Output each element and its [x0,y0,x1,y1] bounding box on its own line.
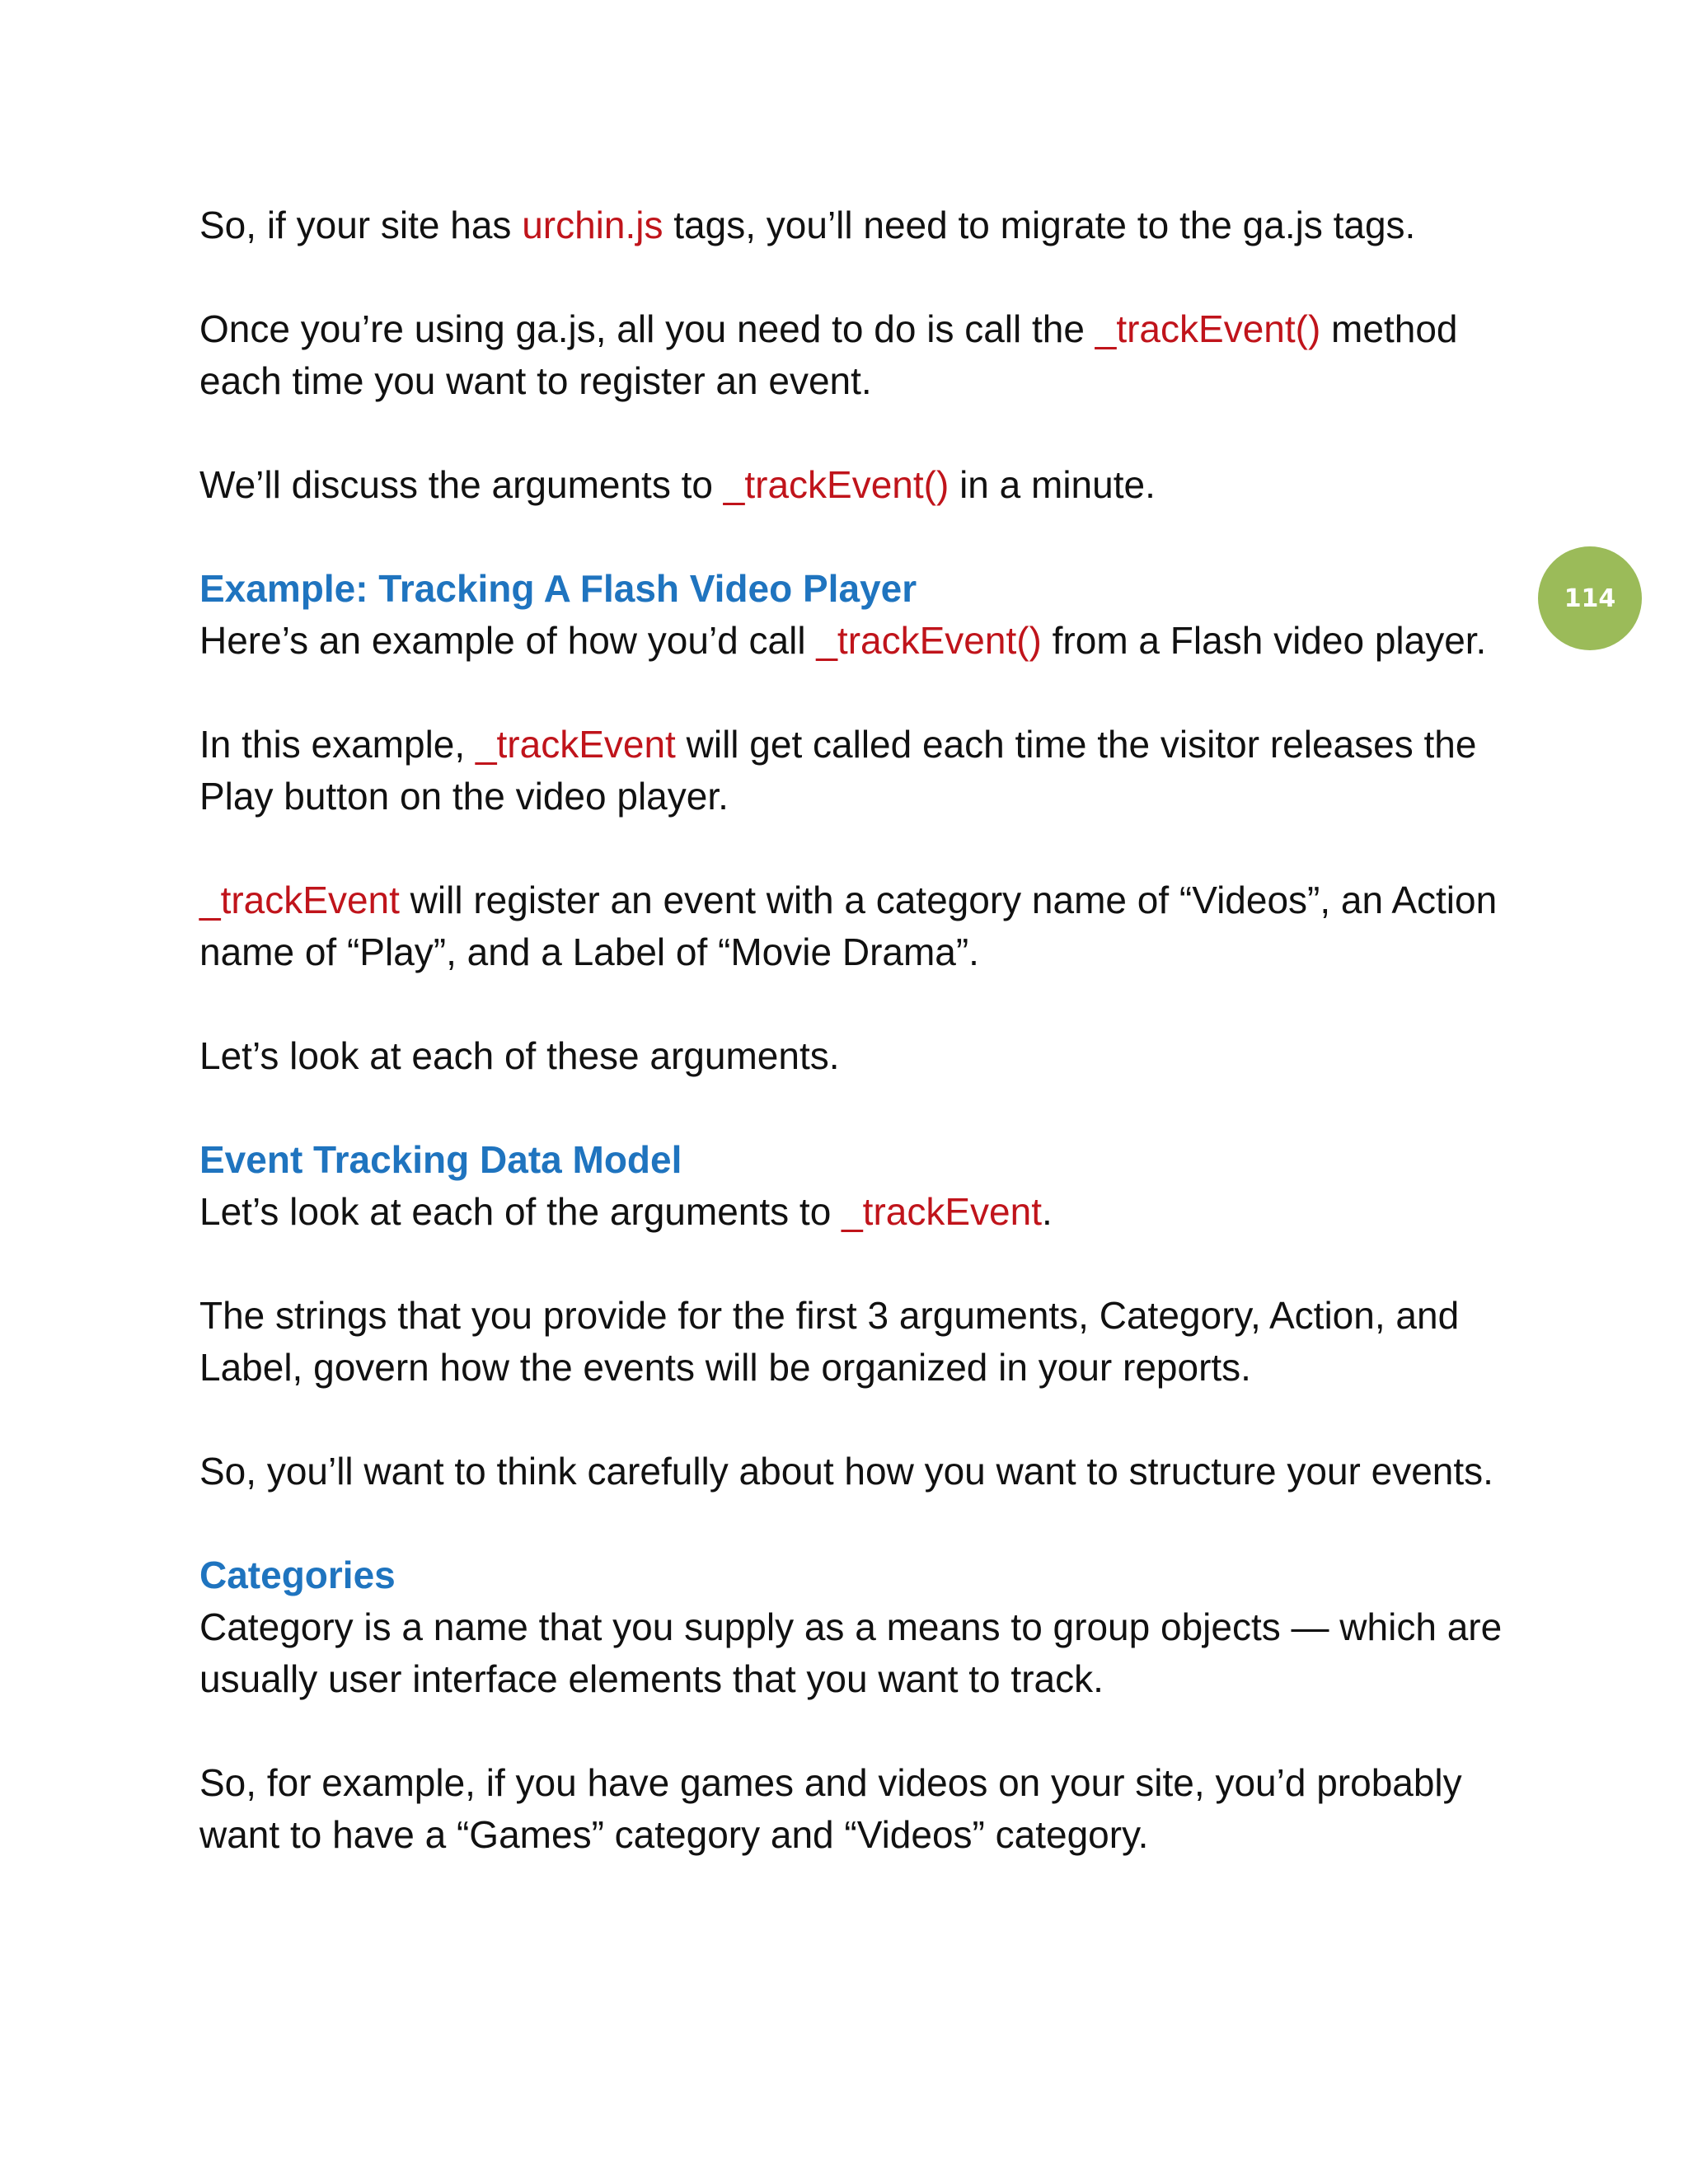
text: Here’s an example of how you’d call [199,619,817,662]
text: . [1042,1190,1053,1233]
text: from a Flash video player. [1041,619,1487,662]
code-term: urchin.js [522,204,663,246]
code-term: _trackEvent [842,1190,1042,1233]
text: So, if your site has [199,204,523,246]
page-number-badge [1538,546,1642,650]
text: We’ll discuss the arguments to [199,463,724,506]
page-content [199,199,1510,1913]
code-term: _trackEvent [475,723,676,766]
page-number: 114 [1564,583,1616,613]
code-term: _trackEvent() [1095,307,1321,350]
heading-example-flash: Example: Tracking A Flash Video Player [199,567,917,610]
text: will register an event with a category name of “Videos”, an Action name of “Play”, and a Label of “Movie Drama”. [199,879,1498,973]
text: in a minute. [949,463,1156,506]
paragraph-arguments-to [199,1186,1510,1238]
text: method each time you want to register an event. [199,307,1458,402]
text: Once you’re using ga.js, all you need to do is call the [199,307,1095,350]
text: Let’s look at each of the arguments to [199,1190,842,1233]
paragraph-strings: The strings that you provide for the first 3 arguments, Category, Action, and Label, govern how the events will be organized in your reports. [199,1294,1460,1389]
paragraph-discuss-arguments [199,459,1510,511]
heading-data-model: Event Tracking Data Model [199,1138,682,1181]
text: will get called each time the visitor releases the Play button on the video player. [199,723,1477,818]
paragraph-look-arguments: Let’s look at each of these arguments. [199,1034,840,1077]
text: tags, you’ll need to migrate to the ga.js tags. [663,204,1416,246]
code-term: _trackEvent() [816,619,1042,662]
code-term: _trackEvent() [723,463,950,506]
heading-categories: Categories [199,1554,396,1596]
code-term: _trackEvent [199,879,400,921]
paragraph-structure-events: So, you’ll want to think carefully about how you want to structure your events. [199,1450,1493,1493]
paragraph-category-definition: Category is a name that you supply as a means to group objects — which are usually user interface elements that you want to track. [199,1605,1503,1700]
text: In this example, [199,723,476,766]
paragraph-category-example: So, for example, if you have games and videos on your site, you’d probably want to have a “Games” category and “Videos” category. [199,1761,1462,1856]
paragraph-call-trackevent [199,303,1510,407]
paragraph-flash-example [199,615,1510,667]
paragraph-register-event [199,874,1510,978]
paragraph-urchin [199,199,1510,251]
paragraph-play-button [199,719,1510,823]
